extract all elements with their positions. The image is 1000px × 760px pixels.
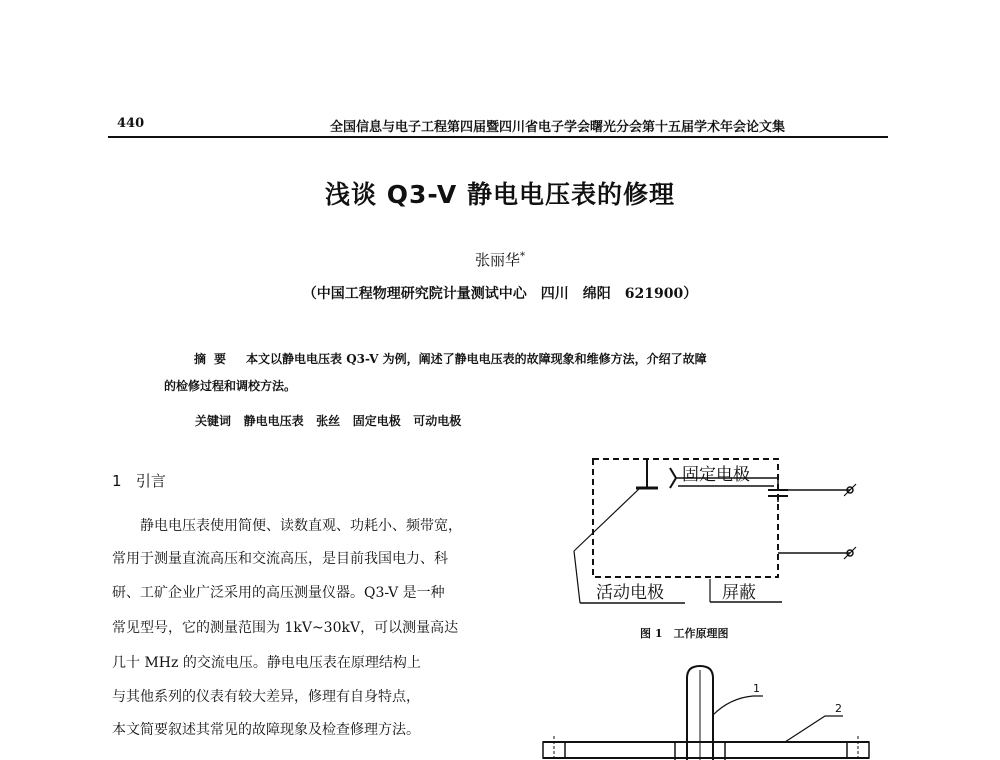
section-title: 引言	[135, 472, 166, 490]
keyword: 静电电压表	[243, 414, 304, 428]
page-number: 440	[117, 116, 145, 131]
fixed-electrode-shape	[670, 468, 676, 488]
abstract-line-1	[164, 346, 864, 373]
section-heading	[112, 470, 166, 491]
figure-2-diagram	[535, 660, 880, 760]
callout-2: 2	[835, 702, 842, 715]
moving-electrode-leader-2	[574, 551, 580, 603]
callout-1-leader	[713, 696, 763, 715]
moving-electrode-leader	[574, 488, 640, 551]
right-flange	[847, 742, 869, 758]
affiliation: （中国工程物理研究院计量测试中心 四川 绵阳 621900）	[302, 286, 698, 302]
body-line: 几十 MHz 的交流电压。静电电压表在原理结构上	[112, 655, 421, 671]
author-footnote-mark: *	[520, 251, 525, 262]
abstract	[164, 346, 864, 400]
callout-1: 1	[753, 682, 760, 695]
label-fixed-electrode: 固定电极	[682, 465, 750, 485]
body-line: 静电电压表使用简便、读数直观、功耗小、频带宽，	[112, 518, 462, 534]
author-name: 张丽华	[474, 251, 520, 269]
callout-2-leader	[785, 716, 843, 742]
left-flange	[543, 742, 565, 758]
keywords-label: 关键词	[195, 414, 232, 428]
abstract-text-1: 本文以静电电压表 Q3-V 为例，阐述了静电电压表的故障现象和维修方法，介绍了故障	[246, 352, 707, 366]
body-line: 与其他系列的仪表有较大差异，修理有自身特点，	[112, 689, 420, 705]
figure-1-diagram	[560, 450, 880, 620]
section-number: 1	[112, 472, 122, 490]
label-shield: 屏蔽	[722, 583, 756, 603]
body-line: 常见型号，它的测量范围为 1kV~30kV，可以测量高达	[112, 620, 459, 636]
keyword: 可动电极	[413, 414, 462, 428]
body-line: 研、工矿企业广泛采用的高压测量仪器。Q3-V 是一种	[112, 585, 445, 601]
abstract-line-2: 的检修过程和调校方法。	[164, 379, 297, 393]
body-line: 本文简要叙述其常见的故障现象及检查修理方法。	[112, 722, 420, 738]
keyword: 张丝	[316, 414, 341, 428]
article-title: 浅谈 Q3-V 静电电压表的修理	[325, 180, 675, 209]
keywords	[195, 412, 461, 429]
label-moving-electrode: 活动电极	[596, 583, 664, 603]
abstract-label: 摘要	[194, 352, 235, 366]
figure-1-caption: 图 1 工作原理图	[640, 627, 729, 640]
running-header: 全国信息与电子工程第四届暨四川省电子学会曙光分会第十五届学术年会论文集	[330, 120, 786, 135]
body-line: 常用于测量直流高压和交流高压，是目前我国电力、科	[112, 551, 448, 567]
author-line	[0, 249, 1000, 270]
header-rule	[108, 136, 888, 138]
keyword: 固定电极	[352, 414, 401, 428]
